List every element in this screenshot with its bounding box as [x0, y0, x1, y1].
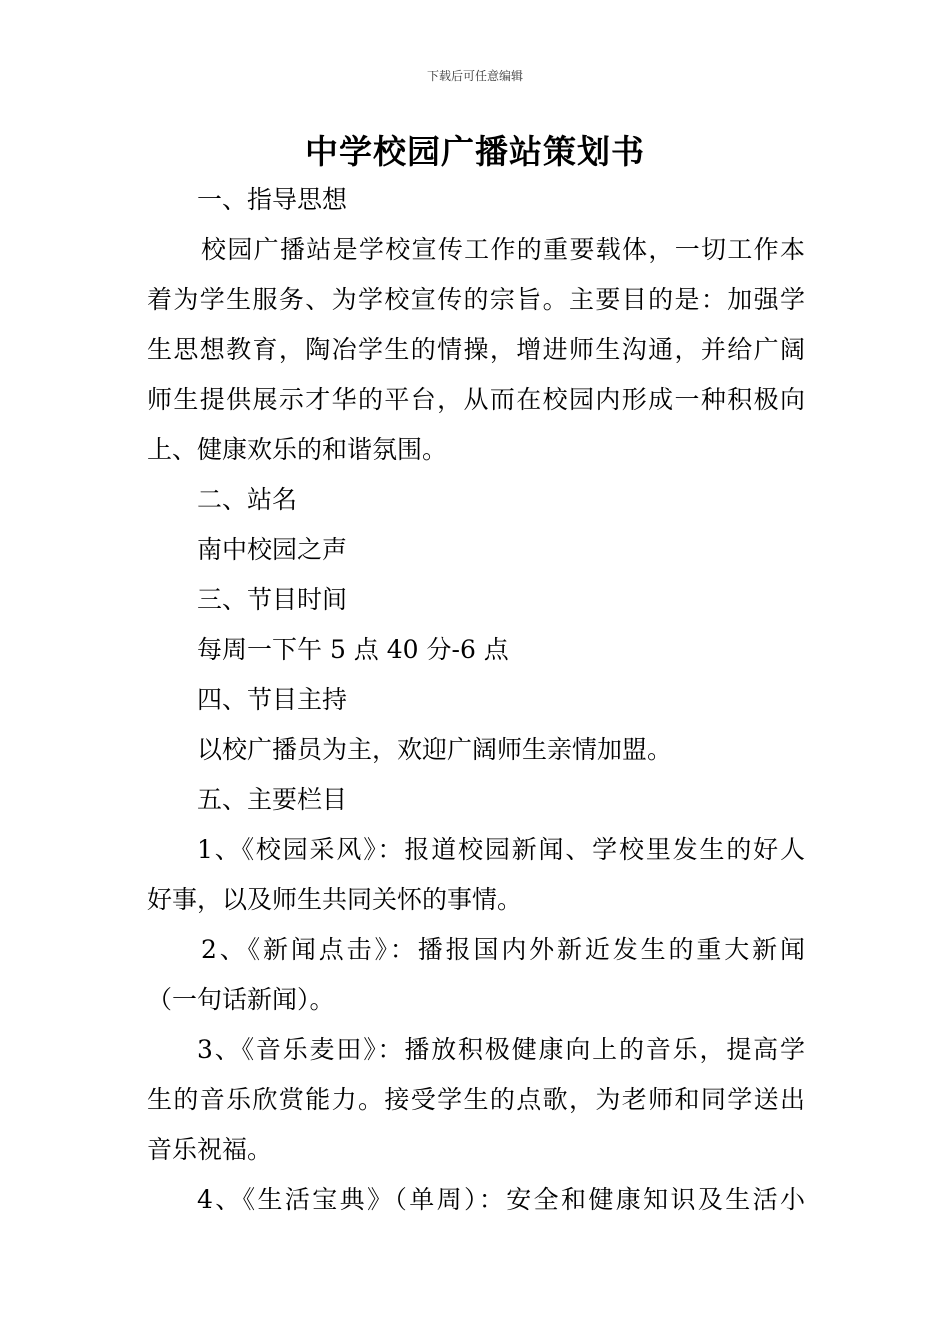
list-item-continuation: （一句话新闻）。 — [147, 985, 335, 1014]
paragraph-line: 师生提供展示才华的平台，从而在校园内形成一种积极向 — [147, 385, 805, 414]
program-time: 每周一下午 5 点 40 分-6 点 — [197, 635, 509, 664]
page-title: 中学校园广播站策划书 — [305, 132, 645, 171]
section-heading-program-time: 三、节目时间 — [197, 585, 348, 614]
list-item-continuation: 好事，以及师生共同关怀的事情。 — [147, 885, 523, 914]
section-heading-station-name: 二、站名 — [197, 485, 298, 514]
paragraph-line: 校园广播站是学校宣传工作的重要载体，一切工作本 — [201, 235, 805, 264]
section-heading-hosts: 四、节目主持 — [197, 685, 348, 714]
paragraph-line: 着为学生服务、为学校宣传的宗旨。主要目的是：加强学 — [147, 285, 805, 314]
paragraph-line: 上、健康欢乐的和谐氛围。 — [147, 435, 448, 464]
list-item: 2、《新闻点击》：播报国内外新近发生的重大新闻 — [201, 935, 805, 964]
section-heading-guiding-thought: 一、指导思想 — [197, 185, 348, 214]
list-item: 4、《生活宝典》（单周）：安全和健康知识及生活小 — [197, 1185, 805, 1214]
station-name: 南中校园之声 — [197, 535, 348, 564]
section-heading-main-columns: 五、主要栏目 — [197, 785, 348, 814]
hosts-text: 以校广播员为主，欢迎广阔师生亲情加盟。 — [197, 735, 673, 764]
list-item: 1、《校园采风》：报道校园新闻、学校里发生的好人 — [197, 835, 805, 864]
paragraph-line: 生思想教育，陶冶学生的情操，增进师生沟通，并给广阔 — [147, 335, 805, 364]
header-note: 下载后可任意编辑 — [426, 69, 523, 83]
list-item-continuation: 音乐祝福。 — [147, 1135, 273, 1164]
list-item: 3、《音乐麦田》：播放积极健康向上的音乐，提高学 — [197, 1035, 805, 1064]
list-item-continuation: 生的音乐欣赏能力。接受学生的点歌，为老师和同学送出 — [147, 1085, 805, 1114]
